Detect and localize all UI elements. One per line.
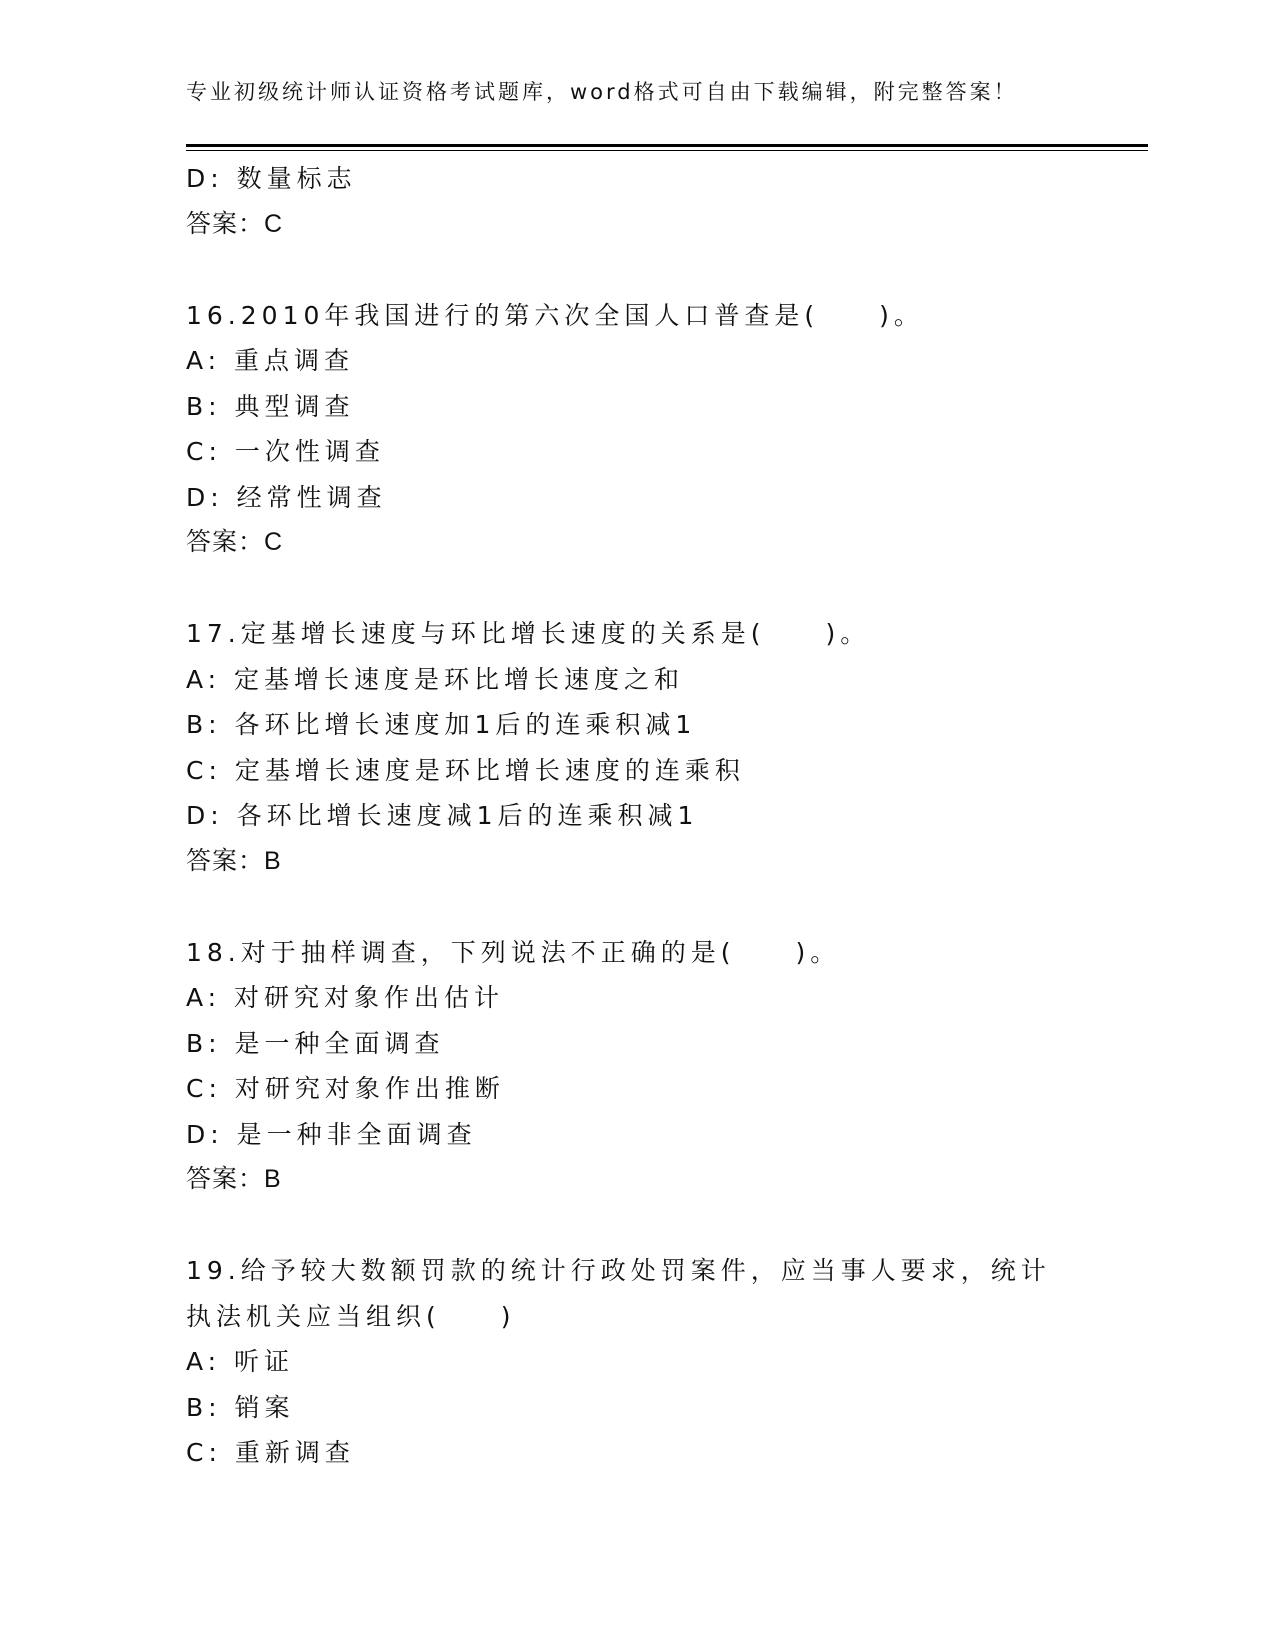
question-18 bbox=[186, 930, 1106, 1203]
question-stem: 16.2010年我国进行的第六次全国人口普查是( )。 bbox=[186, 300, 924, 330]
answer-line: 答案：B bbox=[186, 846, 282, 875]
question-17 bbox=[186, 611, 1106, 884]
option-c: C: 一次性调查 bbox=[186, 437, 385, 466]
option-c: C: 定基增长速度是环比增长速度的连乘积 bbox=[186, 755, 745, 785]
option-c: C: 重新调查 bbox=[186, 1438, 355, 1467]
question-16 bbox=[186, 293, 1106, 566]
question-19 bbox=[186, 1248, 1106, 1476]
question-stem: 17.定基增长速度与环比增长速度的关系是( )。 bbox=[186, 619, 871, 648]
spacer bbox=[186, 884, 1106, 930]
option-d: D: 数量标志 bbox=[186, 164, 357, 193]
question-stem: 19.给予较大数额罚款的统计行政处罚案件，应当事人要求，统计执法机关应当组织( ) bbox=[186, 1256, 1051, 1331]
option-b: B: 是一种全面调查 bbox=[186, 1028, 445, 1058]
spacer bbox=[186, 566, 1106, 612]
option-d: D: 经常性调查 bbox=[186, 482, 387, 512]
answer-line: 答案：B bbox=[186, 1165, 282, 1193]
question-list bbox=[186, 156, 1106, 1476]
option-b: B: 典型调查 bbox=[186, 391, 355, 421]
header-rule-thin bbox=[186, 150, 1148, 151]
option-a: A: 听证 bbox=[186, 1347, 295, 1376]
option-b: B: 销案 bbox=[186, 1392, 295, 1422]
spacer bbox=[186, 247, 1106, 293]
option-a: A: 对研究对象作出估计 bbox=[186, 983, 505, 1012]
question-stem: 18.对于抽样调查，下列说法不正确的是( )。 bbox=[186, 937, 841, 967]
option-d: D: 各环比增长速度减1后的连乘积减1 bbox=[186, 801, 699, 830]
option-c: C: 对研究对象作出推断 bbox=[186, 1074, 505, 1103]
option-b: B: 各环比增长速度加1后的连乘积减1 bbox=[186, 710, 697, 739]
carryover-block bbox=[186, 156, 1106, 247]
option-a: A: 定基增长速度是环比增长速度之和 bbox=[186, 664, 685, 694]
answer-line: 答案：C bbox=[186, 528, 284, 556]
option-a: A: 重点调查 bbox=[186, 346, 355, 375]
header-rule-thick bbox=[186, 144, 1148, 147]
answer-line: 答案：C bbox=[186, 209, 284, 238]
page-header: 专业初级统计师认证资格考试题库，word格式可自由下载编辑，附完整答案！ bbox=[186, 80, 1018, 104]
option-d: D: 是一种非全面调查 bbox=[186, 1119, 477, 1149]
spacer bbox=[186, 1203, 1106, 1249]
